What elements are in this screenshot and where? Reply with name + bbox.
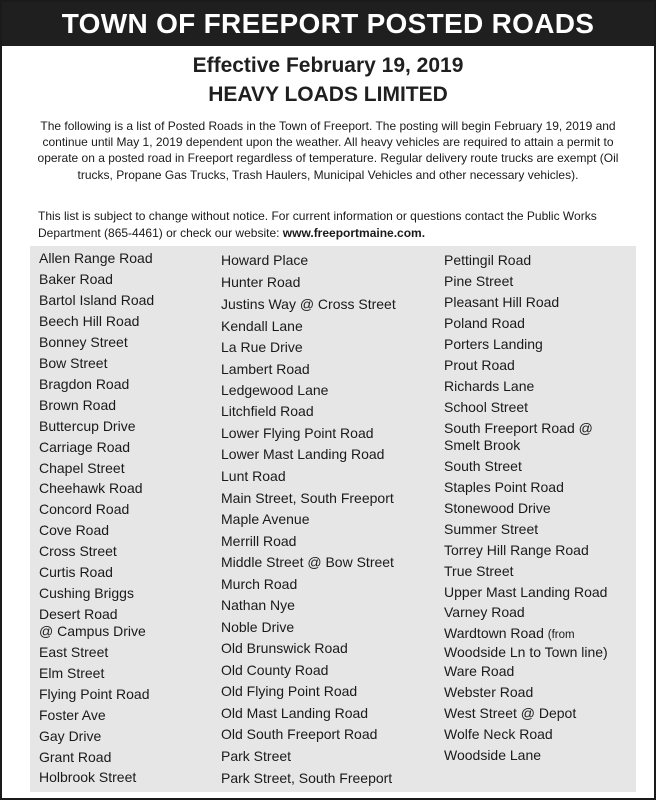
list-item: Nathan Nye (221, 597, 295, 613)
list-item: Lower Flying Point Road (221, 425, 374, 441)
list-item: Smelt Brook (444, 437, 521, 453)
list-item: Old South Freeport Road (221, 726, 378, 742)
list-item: Lambert Road (221, 361, 310, 377)
list-item: Holbrook Street (39, 769, 137, 785)
list-item: Allen Range Road (39, 250, 153, 266)
list-item: Bragdon Road (39, 376, 130, 392)
list-item: Prout Road (444, 357, 515, 373)
list-item: Murch Road (221, 576, 298, 592)
list-item: Gay Drive (39, 728, 102, 744)
list-item: Cheehawk Road (39, 480, 143, 496)
list-item (444, 625, 575, 644)
list-item: East Street (39, 644, 109, 660)
contact-paragraph (38, 208, 638, 242)
list-item: Old Brunswick Road (221, 640, 348, 656)
list-item: Curtis Road (39, 564, 113, 580)
list-item: Bartol Island Road (39, 292, 155, 308)
list-item: West Street @ Depot (444, 705, 577, 721)
list-item: Brown Road (39, 397, 117, 413)
list-item: Litchfield Road (221, 403, 314, 419)
list-item: Justins Way @ Cross Street (221, 296, 396, 312)
list-item: Lunt Road (221, 468, 286, 484)
list-item: Carriage Road (39, 439, 131, 455)
list-item: Ledgewood Lane (221, 382, 329, 398)
list-item: Beech Hill Road (39, 313, 140, 329)
list-item: Buttercup Drive (39, 418, 136, 434)
list-item: Chapel Street (39, 460, 125, 476)
list-item: Maple Avenue (221, 511, 310, 527)
list-item: Webster Road (444, 684, 534, 700)
website-link[interactable]: www.freeportmaine.com. (282, 226, 426, 240)
list-item: Flying Point Road (39, 686, 150, 702)
list-item: Park Street, South Freeport (221, 770, 393, 786)
list-item: Richards Lane (444, 378, 535, 394)
list-item: Merrill Road (221, 533, 297, 549)
list-item: Hunter Road (221, 274, 301, 290)
list-item: Old Mast Landing Road (221, 705, 369, 721)
road-note: (from (547, 629, 575, 641)
list-item: Old County Road (221, 662, 329, 678)
page-title: TOWN OF FREEPORT POSTED ROADS (2, 2, 654, 46)
effective-date: Effective February 19, 2019 (192, 54, 464, 77)
list-item: Desert Road (39, 606, 118, 622)
list-item: School Street (444, 399, 529, 415)
list-item: Poland Road (444, 315, 525, 331)
list-item: Elm Street (39, 665, 105, 681)
list-item: Bow Street (39, 355, 108, 371)
list-item: Cross Street (39, 543, 117, 559)
list-item: La Rue Drive (221, 339, 303, 355)
list-item: Pine Street (444, 273, 514, 289)
list-item: Kendall Lane (221, 318, 303, 334)
list-item: Staples Point Road (444, 479, 564, 495)
list-item: Old Flying Point Road (221, 683, 358, 699)
list-item: Baker Road (39, 271, 113, 287)
list-item: Torrey Hill Range Road (444, 542, 589, 558)
list-item: @ Campus Drive (39, 623, 146, 639)
list-item: South Street (444, 458, 522, 474)
list-item: South Freeport Road @ (444, 420, 593, 436)
list-item: Varney Road (444, 604, 525, 620)
contact-text: This list is subject to change without notice. For current information or questions contact the Public Works Department (865-4461) or check our website: (38, 209, 597, 240)
road-name: Wardtown Road (444, 625, 544, 641)
list-item: Pettingil Road (444, 252, 532, 268)
list-item: Cove Road (39, 522, 110, 538)
list-item: Bonney Street (39, 334, 128, 350)
list-item: Park Street (221, 748, 292, 764)
subheading (2, 51, 654, 109)
list-item: Porters Landing (444, 336, 543, 352)
list-item: Noble Drive (221, 619, 295, 635)
list-item: Cushing Briggs (39, 585, 134, 601)
list-item: Upper Mast Landing Road (444, 584, 608, 600)
list-item: Concord Road (39, 501, 130, 517)
intro-paragraph: The following is a list of Posted Roads in the Town of Freeport. The posting will begin February 19, 2019 and continue until May 1, 2019 dependent upon the weather. All heavy vehicles are required to attain a permit to operate on a posted road in Freeport regardless of temperature. Regular delivery route trucks are exempt (Oil trucks, Propane Gas Trucks, Trash Haulers, Municipal Vehicles and other necessary vehicles). (37, 119, 619, 182)
list-item: Wolfe Neck Road (444, 726, 553, 742)
restriction-title: HEAVY LOADS LIMITED (208, 83, 448, 106)
list-item: Summer Street (444, 521, 539, 537)
list-item: Middle Street @ Bow Street (221, 554, 394, 570)
list-item: Pleasant Hill Road (444, 294, 560, 310)
list-item: True Street (444, 563, 514, 579)
list-item: Foster Ave (39, 707, 106, 723)
list-item: Howard Place (221, 252, 309, 268)
list-item: Ware Road (444, 663, 515, 679)
list-item: Grant Road (39, 749, 112, 765)
list-item: Woodside Ln to Town line) (444, 644, 608, 660)
list-item: Lower Mast Landing Road (221, 446, 385, 462)
list-item: Woodside Lane (444, 747, 542, 763)
list-item: Stonewood Drive (444, 500, 551, 516)
list-item: Main Street, South Freeport (221, 490, 394, 506)
road-list (30, 246, 636, 792)
